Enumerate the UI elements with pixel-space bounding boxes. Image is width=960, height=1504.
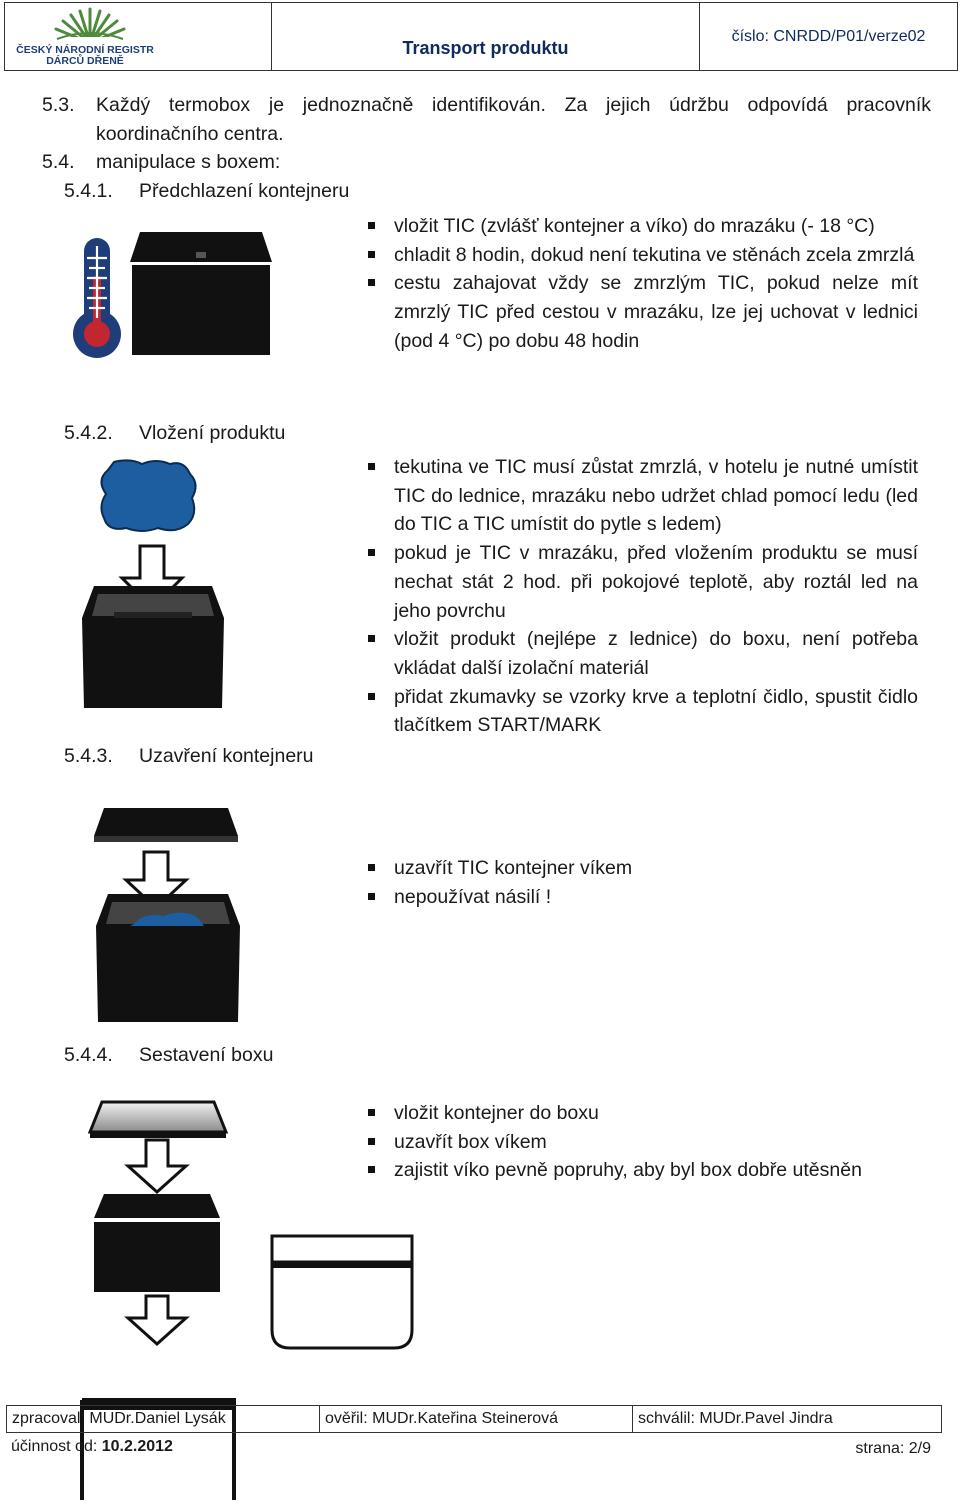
document-title: Transport produktu (272, 3, 700, 70)
section-5-4-1-number: 5.4.1. (64, 180, 113, 202)
logo-text-line1: ČESKÝ NÁRODNÍ REGISTR (16, 44, 154, 56)
section-5-4-4-title: Sestavení boxu (139, 1044, 274, 1066)
container-icon (94, 890, 242, 1024)
section-5-3-text: Každý termobox je jednoznačně identifikován. Za jejich údržbu odpovídá pracovník koordinačního centra. (96, 94, 931, 145)
lid-icon (88, 1100, 228, 1140)
sun-rays-logo-icon (45, 5, 135, 45)
lid-icon (92, 806, 240, 848)
section-5-4-2-number: 5.4.2. (64, 422, 113, 444)
down-arrow-icon (124, 1294, 190, 1346)
container-icon (128, 230, 274, 358)
list-item: nepoužívat násilí ! (366, 883, 918, 912)
document-header (4, 2, 958, 71)
section-5-4-3-list (366, 854, 918, 911)
list-item: vložit produkt (nejlépe z lednice) do boxu, není potřeba vkládat další izolační materiál (366, 625, 918, 682)
effective-date (11, 1438, 173, 1456)
list-item: vložit TIC (zvlášť kontejner a víko) do mrazáku (- 18 °C) (366, 212, 918, 241)
list-item: uzavřít TIC kontejner víkem (366, 854, 918, 883)
section-5-4-4-list (366, 1099, 918, 1185)
thermometer-icon (72, 236, 122, 360)
down-arrow-icon (124, 1138, 190, 1194)
list-item: zajistit víko pevně popruhy, aby byl box dobře utěsněn (366, 1156, 918, 1185)
verified-by: ověřil: MUDr.Kateřina Steinerová (320, 1406, 633, 1432)
logo-text-line2: DÁRCŮ DŘENĚ (46, 55, 124, 67)
effective-date-value: 10.2.2012 (101, 1438, 173, 1455)
approved-by: schválil: MUDr.Pavel Jindra (638, 1410, 833, 1427)
registry-logo (5, 3, 272, 70)
document-number: číslo: CNRDD/P01/verze02 (731, 27, 926, 45)
blue-product-icon (96, 458, 200, 534)
list-item: pokud je TIC v mrazáku, před vložením produktu se musí nechat stát 2 hod. při pokojové teplotě, aby roztál led na jeho povrchu (366, 539, 918, 625)
section-5-4-3-number: 5.4.3. (64, 745, 113, 767)
list-item: cestu zahajovat vždy se zmrzlým TIC, pokud nelze mít zmrzlý TIC před cestou v mrazáku, lze jej uchovat v lednici (pod 4 °C) po dobu 48 hodin (366, 269, 918, 355)
section-5-4-number: 5.4. (42, 151, 75, 173)
section-5-4-text: manipulace s boxem: (96, 151, 281, 173)
effective-date-label: účinnost od: (11, 1438, 102, 1455)
container-icon (92, 1192, 222, 1294)
prepared-by: zpracoval: MUDr.Daniel Lysák (7, 1406, 320, 1432)
container-icon (80, 582, 226, 710)
signature-table (6, 1405, 942, 1433)
section-5-3-number: 5.3. (42, 94, 75, 116)
list-item: tekutina ve TIC musí zůstat zmrzlá, v hotelu je nutné umístit TIC do lednice, mrazáku nebo udržet chlad pomocí ledu (led do TIC a TIC umístit do pytle s ledem) (366, 453, 918, 539)
list-item: vložit kontejner do boxu (366, 1099, 918, 1128)
list-item: chladit 8 hodin, dokud není tekutina ve stěnách zcela zmrzlá (366, 241, 918, 270)
list-item: uzavřít box víkem (366, 1128, 918, 1157)
page-number: strana: 2/9 (855, 1440, 931, 1457)
section-5-4-1-list (366, 212, 918, 356)
section-5-4-2-list (366, 453, 918, 740)
section-5-4-4-number: 5.4.4. (64, 1044, 113, 1066)
section-5-4-3-title: Uzavření kontejneru (139, 745, 314, 767)
list-item: přidat zkumavky se vzorky krve a teplotní čidlo, spustit čidlo tlačítkem START/MARK (366, 683, 918, 740)
section-5-4-1-title: Předchlazení kontejneru (139, 180, 350, 202)
section-5-4-2-title: Vložení produktu (139, 422, 286, 444)
box-icon (268, 1234, 416, 1350)
